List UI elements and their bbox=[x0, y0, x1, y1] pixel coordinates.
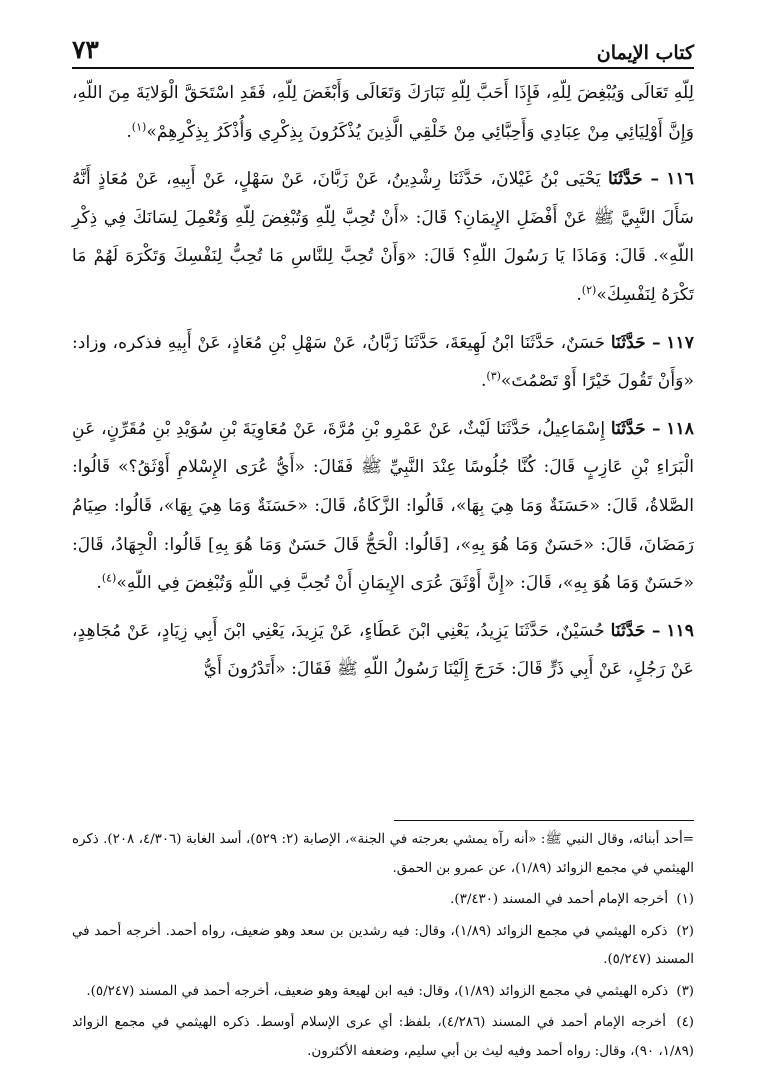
footnote-marker: (٤) bbox=[101, 571, 117, 585]
footnote-text: ذكره الهيثمي في مجمع الزوائد (١/٨٩)، وقال: فيه رشدين بن سعد وهو ضعيف، رواه أحمد. أخرجه أحمد في المسند (٥/٢٤٧). bbox=[72, 923, 694, 967]
paragraph-tail: . bbox=[576, 284, 582, 305]
paragraph-text: يَحْيَى بْنُ غَيْلانَ، حَدَّثَنَا رِشْدِينُ، عَنْ زَبَّانَ، عَنْ سَهْلٍ، عَنْ أَبِيهِ، عَنْ مُعَاذٍ أَنَّهُ سَأَلَ النَّبِيَّ ﷺ عَنْ أَفْضَلِ الإِيمَانِ؟ قَالَ: «أَنْ تُحِبَّ لِلّهِ وَتُبْغِضَ لِلّهِ وَتُعْمِلَ لِسَانَكَ فِي ذِكْرِ اللّهِ». قَالَ: وَمَاذَا يَا رَسُولَ اللّهِ؟ قَالَ: «وَأَنْ تُحِبَّ لِلنَّاسِ مَا تُحِبُّ لِنَفْسِكَ وَتَكْرَهَ لَهُمْ مَا تَكْرَهُ لِنَفْسِكَ» bbox=[72, 169, 694, 305]
hadith-number: ١١٨ bbox=[666, 418, 694, 439]
footnote-text: أخرجه الإمام أحمد في المسند (٤/٢٨٦)، بلفظ: أي عرى الإسلام أوسط. ذكره الهيثمي في مجمع الزوائد (١/٨٩، ٩٠)، وقال: رواه أحمد وفيه ليث بن أبي سليم، وضعفه الأكثرون. bbox=[72, 1015, 694, 1059]
footnote-2 bbox=[72, 918, 694, 975]
footnote-1 bbox=[72, 886, 694, 915]
footnote-text: ذكره الهيثمي في مجمع الزوائد (١/٨٩)، وقال: فيه ابن لهيعة وهو ضعيف، أخرجه أحمد في المسند (٥/٢٤٧). bbox=[86, 983, 669, 999]
footnote-separator bbox=[394, 820, 694, 821]
hadith-paragraph-119: ١١٩ – حَدَّثَنَا حُسَيْنٌ، حَدَّثَنَا يَزِيدُ، يَعْنِي ابْنَ عَطَاءٍ، عَنْ يَزِيدَ، يَعْنِي ابْنَ أَبِي زِيَادٍ، عَنْ مُجَاهِدٍ، عَنْ رَجُلٍ، عَنْ أَبِي ذَرٍّ قَالَ: خَرَجَ إِلَيْنَا رَسُولُ اللّهِ ﷺ فَقَالَ: «أَتَدْرُونَ أَيُّ bbox=[72, 620, 695, 680]
page-number: ٧٣ bbox=[72, 35, 99, 64]
hadith-paragraph-117: ١١٧ – حَدَّثَنَا حَسَنٌ، حَدَّثَنَا ابْنُ لَهِيعَةَ، حَدَّثَنَا زَبَّانُ، عَنْ سَهْلِ بْنِ مُعَاذٍ، عَنْ أَبِيهِ فذكره، وزاد: «وَأَنْ تَقُولَ خَيْرًا أَوْ تَصْمُتَ»$^{(٣)}$. bbox=[72, 332, 694, 392]
hadith-lead: حَدَّثَنَا bbox=[610, 418, 646, 439]
main-text bbox=[72, 74, 694, 698]
paragraph-text: لِلّهِ تَعَالَى وَيُبْغِضَ لِلّهِ، فَإِذَا أَحَبَّ لِلّهِ تَبَارَكَ وَتَعَالَى وَأَبْغَضَ لِلّهِ، فَقَدِ اسْتَحَقَّ الْوَلايَةَ مِنَ اللّهِ، وَإِنَّ أَوْلِيَائِي مِنْ عِبَادِي وَأَحِبَّائِي مِنْ خَلْقِي الَّذِينَ يُذْكَرُونَ بِذِكْرِي وَأُذْكَرُ بِذِكْرِهِمْ» bbox=[72, 83, 694, 142]
header-rule bbox=[72, 67, 694, 69]
book-title: كتاب الإيمان bbox=[596, 42, 694, 64]
hadith-lead: حَدَّثَنَا bbox=[607, 169, 643, 190]
paragraph-text: إِسْمَاعِيلُ، حَدَّثَنَا لَيْثٌ، عَنْ عَمْرِو بْنِ مُرَّةَ، عَنْ مُعَاوِيَةَ بْنِ سُوَيْدِ بْنِ مُقَرِّنٍ، عَنِ الْبَرَاءِ بْنِ عَازِبٍ قَالَ: كُنَّا جُلُوسًا عِنْدَ النَّبِيِّ ﷺ فَقَالَ: «أَيُّ عُرَى الإِسْلامِ أَوْثَقُ؟» قَالُوا: الصَّلاةُ، قَالَ: «حَسَنَةٌ وَمَا هِيَ بِهَا»، قَالُوا: الزَّكَاةُ، قَالَ: «حَسَنَةٌ وَمَا هِيَ بِهَا»، قَالُوا: صِيَامُ رَمَضَانَ، قَالَ: «حَسَنٌ وَمَا هُوَ بِهِ»، [قَالُوا: الْحَجُّ قَالَ حَسَنٌ وَمَا هُوَ بِهِ] قَالُوا: الْجِهَادُ، قَالَ: «حَسَنٌ وَمَا هُوَ بِهِ»، قَالَ: «إِنَّ أَوْثَقَ عُرَى الإِيمَانِ أَنْ تُحِبَّ فِي اللّهِ وَتُبْغِضَ فِي اللّهِ» bbox=[72, 418, 694, 594]
footnote-marker: (٣) bbox=[486, 369, 501, 383]
footnote-text: =أحد أبنائه، وقال النبي ﷺ: «أنه رآه يمشي بعرجته في الجنة»، الإصابة (٢: ٥٢٩)، أسد الغابة (٤/٣٠٦، ٢٠٨). ذكره الهيثمي في مجمع الزوائد (١/٨٩)، عن عمرو بن الحمق. bbox=[72, 832, 694, 876]
footnote-marker: (٢) bbox=[581, 283, 597, 297]
footnotes bbox=[72, 826, 694, 1069]
footnote-label: (٤) bbox=[676, 1015, 694, 1030]
hadith-number: ١١٦ bbox=[666, 169, 695, 190]
hadith-number: ١١٩ bbox=[666, 620, 695, 641]
paragraph-tail: . bbox=[96, 573, 102, 594]
footnote-text: أخرجه الإمام أحمد في المسند (٣/٤٣٠). bbox=[450, 892, 669, 907]
paragraph-text: حَسَنٌ، حَدَّثَنَا ابْنُ لَهِيعَةَ، حَدَّثَنَا زَبَّانُ، عَنْ سَهْلِ بْنِ مُعَاذٍ، عَنْ أَبِيهِ فذكره، وزاد: «وَأَنْ تَقُولَ خَيْرًا أَوْ تَصْمُتَ» bbox=[72, 332, 694, 392]
footnote-4 bbox=[72, 1009, 694, 1066]
footnote-label: (١) bbox=[676, 892, 694, 907]
paragraph-tail: . bbox=[126, 121, 132, 142]
hadith-paragraph-116: ١١٦ – حَدَّثَنَا يَحْيَى بْنُ غَيْلانَ، حَدَّثَنَا رِشْدِينُ، عَنْ زَبَّانَ، عَنْ سَهْلٍ، عَنْ أَبِيهِ، عَنْ مُعَاذٍ أَنَّهُ سَأَلَ النَّبِيَّ ﷺ عَنْ أَفْضَلِ الإِيمَانِ؟ قَالَ: «أَنْ تُحِبَّ لِلّهِ وَتُبْغِضَ لِلّهِ وَتُعْمِلَ لِسَانَكَ فِي ذِكْرِ اللّهِ». قَالَ: وَمَاذَا يَا رَسُولَ اللّهِ؟ قَالَ: «وَأَنْ تُحِبَّ لِلنَّاسِ مَا تُحِبُّ لِنَفْسِكَ وَتَكْرَهَ لَهُمْ مَا تَكْرَهُ لِنَفْسِكَ»$^{(٢)}$. bbox=[72, 169, 695, 305]
paragraph-tail: . bbox=[480, 371, 487, 392]
hadith-number: ١١٧ bbox=[666, 332, 694, 353]
footnote-marker: (١) bbox=[131, 119, 147, 133]
hadith-paragraph-118: ١١٨ – حَدَّثَنَا إِسْمَاعِيلُ، حَدَّثَنَا لَيْثٌ، عَنْ عَمْرِو بْنِ مُرَّةَ، عَنْ مُعَاوِيَةَ بْنِ سُوَيْدِ بْنِ مُقَرِّنٍ، عَنِ الْبَرَاءِ بْنِ عَازِبٍ قَالَ: كُنَّا جُلُوسًا عِنْدَ النَّبِيِّ ﷺ فَقَالَ: «أَيُّ عُرَى الإِسْلامِ أَوْثَقُ؟» قَالُوا: الصَّلاةُ، قَالَ: «حَسَنَةٌ وَمَا هِيَ بِهَا»، قَالُوا: الزَّكَاةُ، قَالَ: «حَسَنَةٌ وَمَا هِيَ بِهَا»، قَالُوا: صِيَامُ رَمَضَانَ، قَالَ: «حَسَنٌ وَمَا هُوَ بِهِ»، [قَالُوا: الْحَجُّ قَالَ حَسَنٌ وَمَا هُوَ بِهِ] قَالُوا: الْجِهَادُ، قَالَ: «حَسَنٌ وَمَا هُوَ بِهِ»، قَالَ: «إِنَّ أَوْثَقَ عُرَى الإِيمَانِ أَنْ تُحِبَّ فِي اللّهِ وَتُبْغِضَ فِي اللّهِ»$^{(٤)}$. bbox=[72, 418, 694, 594]
hadith-lead: حَدَّثَنَا bbox=[610, 620, 646, 641]
hadith-lead: حَدَّثَنَا bbox=[610, 332, 646, 353]
paragraph-text: حُسَيْنٌ، حَدَّثَنَا يَزِيدُ، يَعْنِي ابْنَ عَطَاءٍ، عَنْ يَزِيدَ، يَعْنِي ابْنَ أَبِي زِيَادٍ، عَنْ مُجَاهِدٍ، عَنْ رَجُلٍ، عَنْ أَبِي ذَرٍّ قَالَ: خَرَجَ إِلَيْنَا رَسُولُ اللّهِ ﷺ فَقَالَ: «أَتَدْرُونَ أَيُّ bbox=[72, 620, 694, 680]
footnote-label: (٣) bbox=[676, 983, 694, 999]
hadith-paragraph-continued bbox=[72, 74, 694, 151]
footnote-3 bbox=[72, 978, 694, 1007]
page-header bbox=[72, 34, 694, 64]
footnote-label: (٢) bbox=[676, 923, 694, 939]
footnote-continued bbox=[72, 826, 694, 883]
